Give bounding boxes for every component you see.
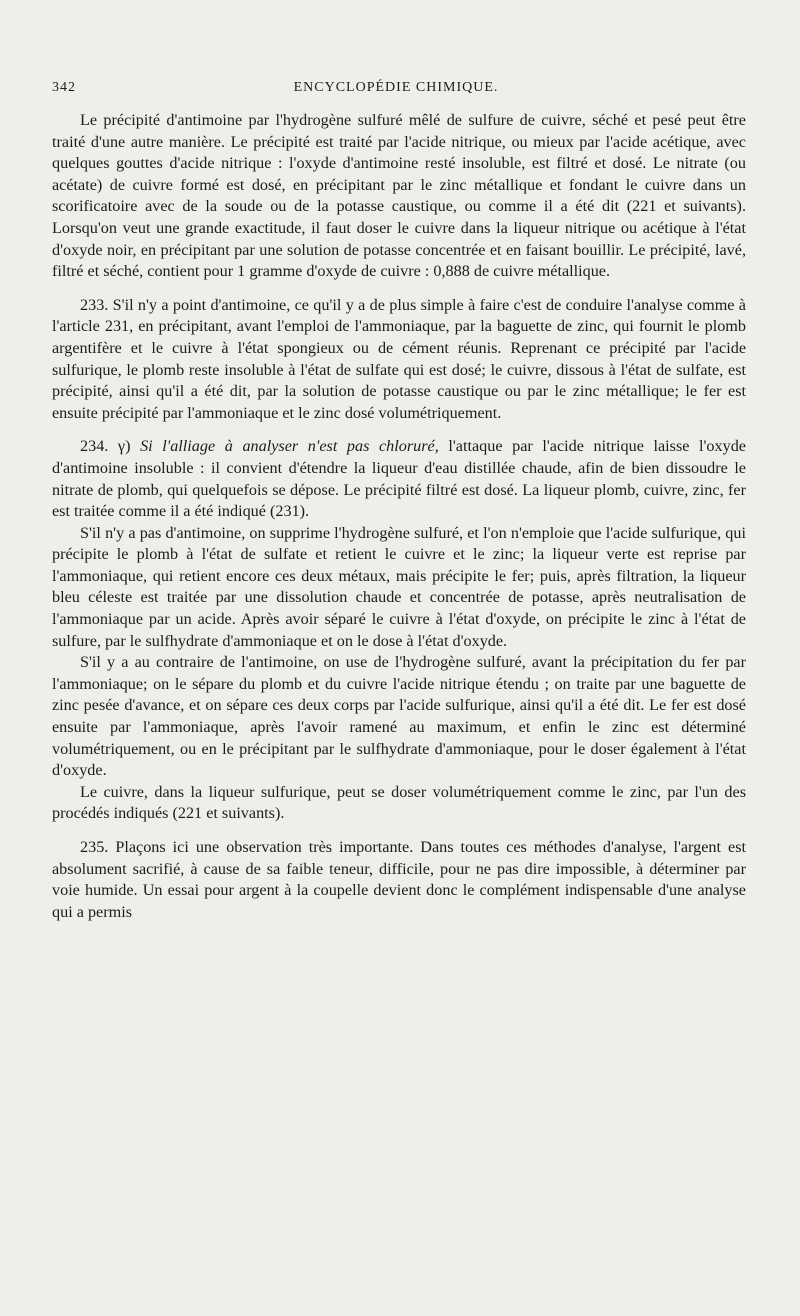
running-title: ENCYCLOPÉDIE CHIMIQUE. — [293, 80, 499, 95]
paragraph-precipite-antimoine: Le précipité d'antimoine par l'hydrogène sulfuré mêlé de sulfure de cuivre, séché et pesé peut être traité d'une autre manière. Le précipité est traité par l'acide nitrique, ou mieux par l'acide acétique, avec quelques gouttes d'acide nitrique : l'oxyde d'antimoine resté insoluble, est filtré et dosé. Le nitrate (ou acétate) de cuivre formé est dosé, en précipitant par le zinc métallique et fondant le cuivre dans un scorificatoire avec de la soude ou de la potasse caustique, ou comme il a été dit (221 et suivants). Lorsqu'on veut une grande exactitude, il faut doser le cuivre dans la liqueur nitrique ou acétique à l'état d'oxyde noir, en précipitant par une solution de potasse concentrée et en faisant bouillir. Le précipité, lavé, filtré et séché, contient pour 1 gramme d'oxyde de cuivre : 0,888 de cuivre métallique. — [52, 111, 746, 281]
paragraph-sans-antimoine: S'il n'y a pas d'antimoine, on supprime l'hydrogène sulfuré, et l'on n'emploie que l'acide sulfurique, qui précipite le plomb à l'état de sulfate et retient le cuivre et le zinc; la liqueur verte est reprise par l'ammoniaque, qui retient encore ces deux métaux, mais précipite le fer; puis, après filtration, la liqueur bleu céleste est traitée par une dissolution chaude et concentrée de potasse, après neutralisation de l'ammoniaque par un acide. Après avoir séparé le cuivre à l'état d'oxyde, on précipite le zinc à l'état de sulfure, par le sulfhydrate d'ammoniaque et on le dose à l'état d'oxyde. — [52, 523, 746, 650]
paragraph-234 — [52, 436, 746, 522]
page-header — [52, 80, 740, 102]
paragraph-233: 233. S'il n'y a point d'antimoine, ce qu'il y a de plus simple à faire c'est de conduire l'analyse comme à l'article 231, en précipitant, avant l'emploi de l'ammoniaque, par la baguette de zinc, qui fournit le plomb argentifère et le cuivre à l'état spongieux ou de cément réunis. Reprenant ce précipité par l'acide sulfurique, le plomb reste insoluble à l'état de sulfate qui est dosé; le cuivre, dissous à l'état de sulfate, est précipité, ainsi qu'il a été dit, par la solution de potasse caustique ou par le zinc métallique; le fer est ensuite précipité par l'ammoniaque et le zinc dosé volumétriquement. — [52, 295, 746, 422]
paragraph-234-italic: Si l'alliage à analyser n'est pas chloruré, — [140, 437, 439, 456]
paragraph-avec-antimoine: S'il y a au contraire de l'antimoine, on use de l'hydrogène sulfuré, avant la précipitation du fer par l'ammoniaque; on le sépare du plomb et du cuivre l'acide nitrique étendu ; on traite par une baguette de zinc pesée d'avance, et on sépare ces deux corps par l'acide sulfurique, ainsi qu'il a été dit. Le fer est dosé ensuite par l'ammoniaque, après l'avoir ramené au maximum, et enfin le zinc est déterminé volumétriquement, ou en le précipitant par le sulfhydrate d'ammoniaque, pour le doser également à l'état d'oxyde. — [52, 653, 746, 780]
paragraph-234-text: l'attaque par l'acide nitrique laisse l'oxyde d'antimoine insoluble : il convient d'étendre la liqueur d'eau distillée chaude, afin de bien dissoudre le nitrate de plomb, qui quelquefois se dépose. Le précipité filtré est dosé. La liqueur plomb, cuivre, zinc, fer est traitée comme il a été indiqué (231). — [52, 437, 746, 521]
paragraph-235: 235. Plaçons ici une observation très importante. Dans toutes ces méthodes d'analyse, l'argent est absolument sacrifié, à cause de sa faible teneur, difficile, pour ne pas dire impossible, à déterminer par voie humide. Un essai pour argent à la coupelle devient donc le complément indispensable d'une analyse qui a permis — [52, 838, 746, 921]
paragraph-cuivre-sulfurique: Le cuivre, dans la liqueur sulfurique, peut se doser volumétriquement comme le zinc, par l'un des procédés indiqués (221 et suivants). — [52, 782, 746, 823]
paragraph-234-lead: 234. γ) — [80, 437, 141, 456]
page-number: 342 — [52, 80, 76, 95]
body-text — [52, 110, 746, 923]
